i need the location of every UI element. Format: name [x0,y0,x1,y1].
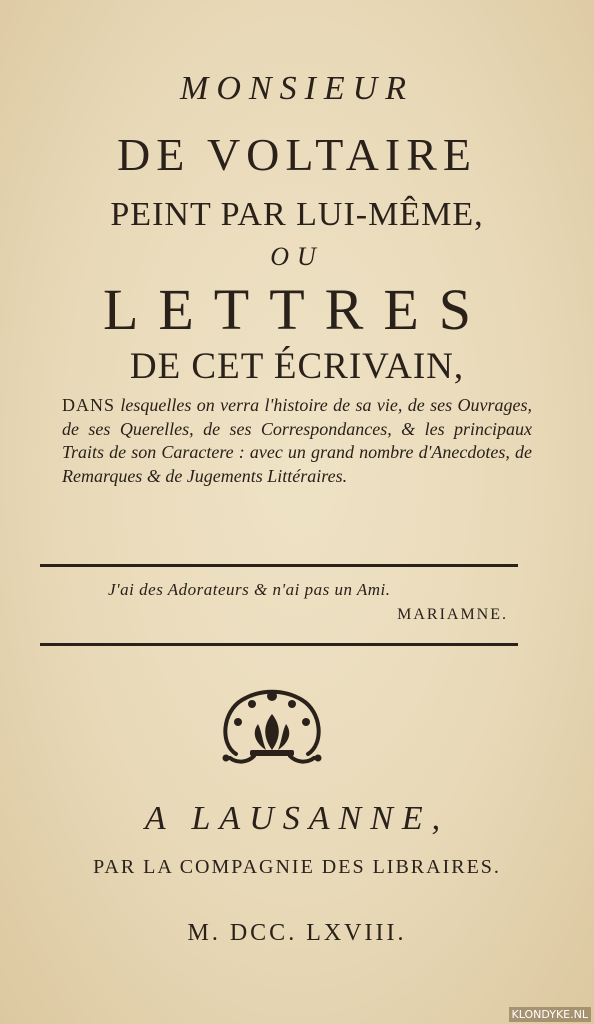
watermark: KLONDYKE.NL [509,1007,591,1022]
description-paragraph [62,394,532,488]
lower-divider-rule [40,643,518,646]
upper-divider-rule [40,564,518,567]
title-lettres: LETTRES [102,277,492,342]
description-lead: DANS [62,395,116,415]
epigraph-quote: J'ai des Adorateurs & n'ai pas un Ami. [108,580,391,599]
title-de-cet-ecrivain: DE CET ÉCRIVAIN, [129,346,465,387]
title-ou: OU [270,242,324,271]
title-monsieur: MONSIEUR [180,70,414,107]
title-peint-par-lui-meme: PEINT PAR LUI-MÊME, [110,196,484,233]
imprint-date: M. DCC. LXVIII. [187,920,407,946]
epigraph-attribution: MARIAMNE. [397,606,508,623]
title-voltaire: DE VOLTAIRE [116,129,478,180]
fleuron-ornament-icon [216,684,328,766]
description-text: lesquelles on verra l'histoire de sa vie, de ses Ouvrages, de ses Querelles, de ses Correspondances, & les principaux Traits de son Caractere : avec un grand nombre d'Anecdotes, de Remarques & de Jugements Littéraires. [62,395,532,486]
imprint-city: A LAUSANNE, [144,800,450,837]
imprint-publisher: PAR LA COMPAGNIE DES LIBRAIRES. [93,856,501,878]
